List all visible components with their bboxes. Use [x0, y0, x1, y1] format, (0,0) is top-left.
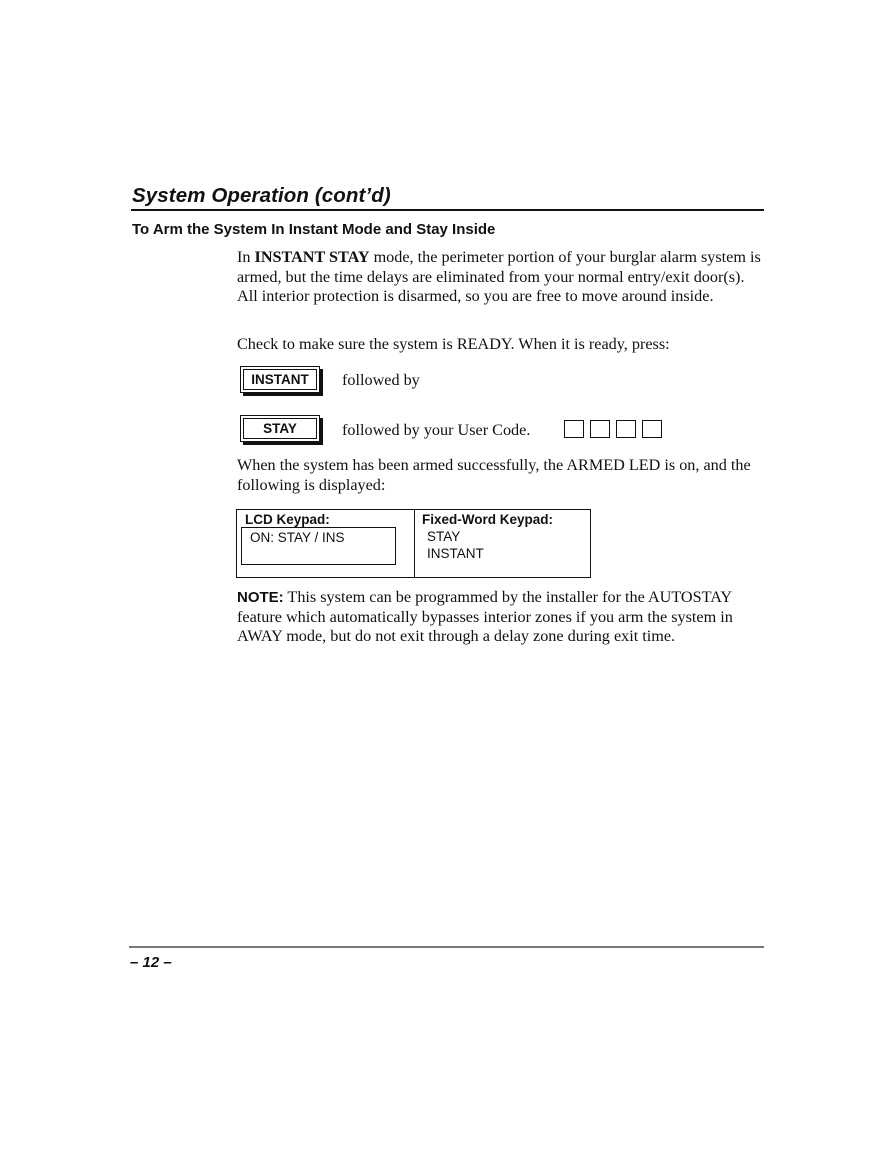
fixed-word-line-instant: INSTANT — [427, 546, 484, 561]
footer-rule — [129, 946, 764, 948]
code-digit-box — [642, 420, 662, 438]
section-title: System Operation (cont’d) — [132, 184, 391, 207]
instant-key-label: INSTANT — [243, 369, 317, 390]
lcd-display-text: ON: STAY / INS — [250, 530, 345, 545]
fixed-word-keypad-heading: Fixed-Word Keypad: — [422, 512, 554, 527]
stay-key-label: STAY — [243, 418, 317, 439]
check-ready-paragraph: Check to make sure the system is READY. When it is ready, press: — [237, 335, 670, 353]
stay-key-caption: followed by your User Code. — [342, 421, 531, 439]
lcd-keypad-heading: LCD Keypad: — [245, 512, 330, 527]
intro-prefix: In — [237, 248, 255, 266]
instant-key — [240, 366, 320, 393]
note-paragraph — [237, 588, 767, 647]
fixed-word-line-stay: STAY — [427, 529, 461, 544]
note-label: NOTE: — [237, 589, 284, 606]
intro-bold: INSTANT STAY — [254, 248, 370, 266]
intro-paragraph — [237, 248, 767, 307]
column-divider — [414, 510, 415, 577]
intro-rest: mode, the perimeter portion of your burglar alarm system is armed, but the time delays are eliminated from your normal entry/exit door(s). All interior protection is disarmed, so you are free to move around inside. — [237, 248, 761, 305]
code-digit-box — [564, 420, 584, 438]
lcd-display-window — [241, 527, 396, 565]
instant-key-caption: followed by — [342, 371, 420, 389]
code-digit-box — [616, 420, 636, 438]
armed-paragraph: When the system has been armed successfully, the ARMED LED is on, and the following is displayed: — [237, 456, 751, 494]
code-digit-box — [590, 420, 610, 438]
user-code-boxes — [564, 420, 662, 438]
stay-key — [240, 415, 320, 442]
display-table — [236, 509, 591, 578]
note-text: This system can be programmed by the installer for the AUTOSTAY feature which automatically bypasses interior zones if you arm the system in AWAY mode, but do not exit through a delay zone during exit time. — [237, 588, 733, 645]
subheading: To Arm the System In Instant Mode and Stay Inside — [132, 221, 496, 238]
title-rule — [131, 209, 764, 211]
page-number: – 12 – — [130, 954, 172, 971]
